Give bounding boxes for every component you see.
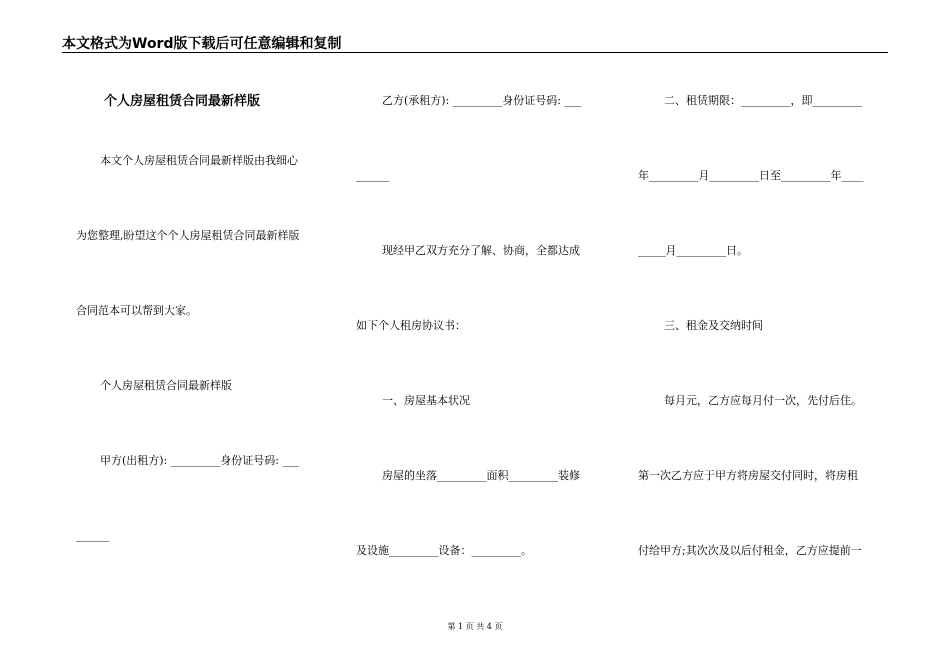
- text-column-2: [356, 0, 612, 600]
- party-b-line: 乙方(承租方): _________身份证号码: ___: [382, 94, 581, 107]
- text-line: 本文个人房屋租赁合同最新样版由我细心: [100, 154, 298, 167]
- section-heading: 二、租赁期限：_________，即_________: [664, 94, 862, 107]
- text-line: 及设施_________设备：_________。: [356, 544, 532, 557]
- text-line: 年_________月_________日至_________年____: [638, 169, 864, 182]
- section-heading: 三、租金及交纳时间: [664, 319, 763, 332]
- text-column-3: [638, 0, 894, 600]
- text-line: ______: [356, 169, 389, 182]
- text-line: 为您整理,盼望这个个人房屋租赁合同最新样版: [76, 229, 300, 242]
- text-line: 如下个人租房协议书：: [356, 319, 466, 332]
- text-line: 房屋的坐落_________面积_________装修: [382, 469, 580, 482]
- text-line: ______: [76, 529, 109, 542]
- party-a-line: 甲方(出租方): _________身份证号码: ___: [100, 454, 299, 467]
- text-line: 付给甲方;其次次及以后付租金，乙方应提前一: [638, 544, 862, 557]
- text-line: 现经甲乙双方充分了解、协商，全都达成: [382, 244, 580, 257]
- text-line: 每月元，乙方应每月付一次，先付后住。: [664, 394, 862, 407]
- download-banner: 本文格式为Word版下载后可任意编辑和复制: [62, 36, 342, 52]
- section-heading: 一、房屋基本状况: [382, 394, 470, 407]
- text-column-1: [76, 0, 332, 600]
- section-heading: 个人房屋租赁合同最新样版: [100, 379, 232, 392]
- text-line: _____月_________日。: [638, 244, 748, 257]
- text-line: 合同范本可以帮到大家。: [76, 304, 197, 317]
- text-line: 第一次乙方应于甲方将房屋交付同时，将房租: [638, 469, 858, 482]
- page-number: 第 1 页 共 4 页: [447, 622, 503, 631]
- document-title: 个人房屋租赁合同最新样版: [104, 94, 261, 109]
